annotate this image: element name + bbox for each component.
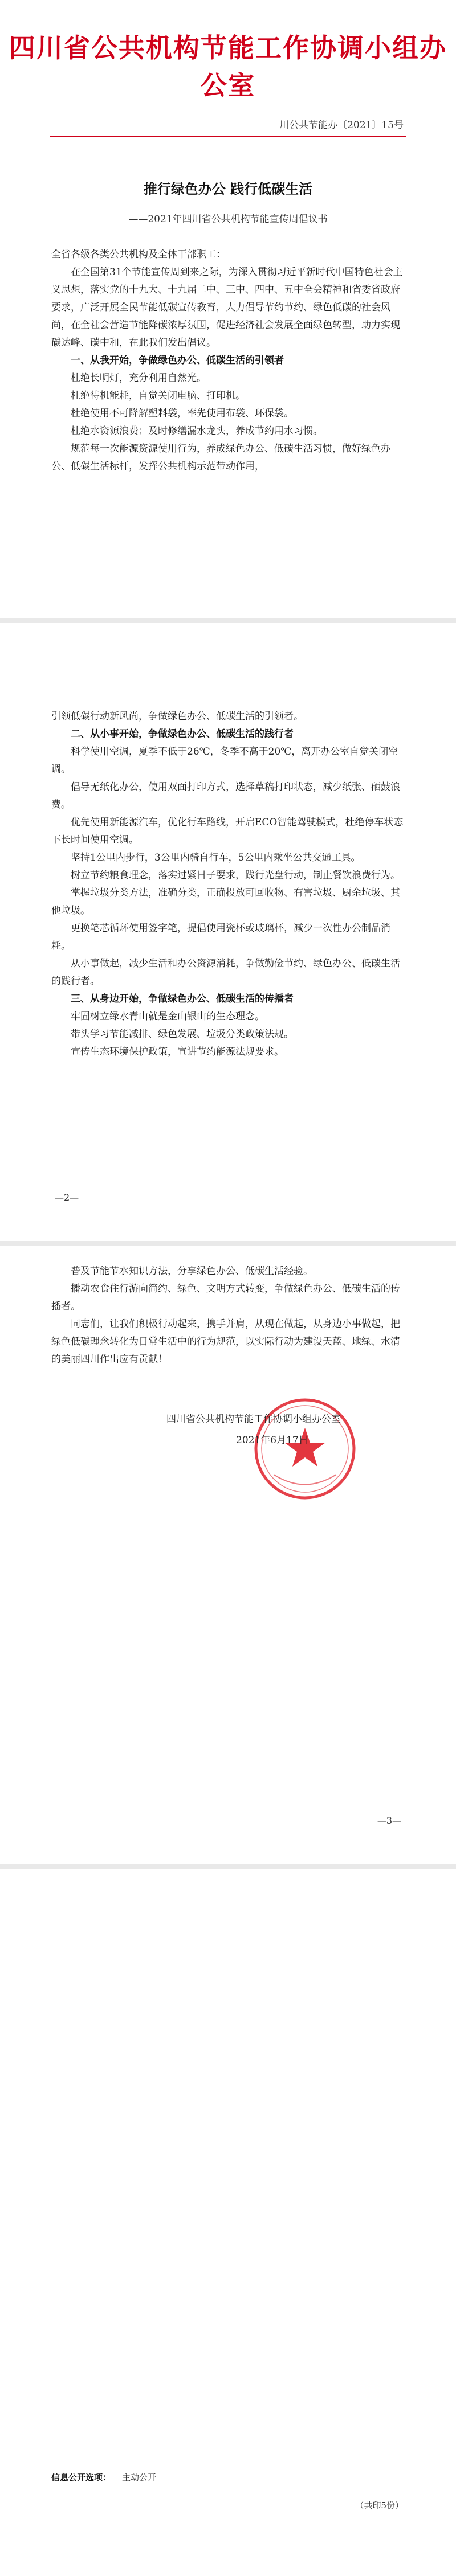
- document-subtitle: ——2021年四川省公共机构节能宣传周倡议书: [128, 214, 328, 225]
- list-item: 优先使用新能源汽车，优化行车路线，开启ECO智能驾驶模式，杜绝停车状态下长时间使用空调。: [51, 817, 404, 846]
- list-item: 播动农食住行游向简约、绿色、文明方式转变，争做绿色办公、低碳生活的传播者。: [51, 1283, 400, 1312]
- list-item: 牢固树立绿水青山就是金山银山的生态理念。: [71, 1011, 264, 1022]
- list-item: 杜绝待机能耗，自觉关闭电脑、打印机。: [71, 390, 245, 402]
- intro-paragraph: 在全国第31个节能宣传周到来之际，为深入贯彻习近平新时代中国特色社会主义思想，落实党的十九大、十九届二中、三中、四中、五中全会精神和省委省政府要求，广泛开展全民节能低碳宣传教育，大力倡导节约节约、绿色低碳的社会风尚，在全社会营造节能降碳浓厚氛围，促进经济社会发展全面绿色转型，助力实现碳达峰、碳中和，在此我们发出倡议。: [51, 267, 403, 349]
- document-number: 川公共节能办〔2021〕15号: [279, 120, 404, 131]
- document-title: 推行绿色办公 践行低碳生活: [143, 181, 313, 197]
- list-item: 带头学习节能减排、绿色发展、垃圾分类政策法规。: [71, 1029, 294, 1040]
- list-item: 规范每一次能源资源使用行为，养成绿色办公、低碳生活习惯，做好绿色办公、低碳生活标杆，发挥公共机构示范带动作用，: [51, 443, 390, 472]
- list-item: 倡导无纸化办公，使用双面打印方式，选择草稿打印状态，减少纸张、硒鼓浪费。: [51, 781, 400, 810]
- list-item: 更换笔芯循环使用签字笔，提倡使用瓷杯或玻璃杯，减少一次性办公制品消耗。: [51, 923, 390, 952]
- list-item: 掌握垃圾分类方法，准确分类，正确投放可回收物、有害垃圾、厨余垃圾、其他垃圾。: [51, 887, 400, 916]
- org-header-title: 四川省公共机构节能工作协调小组办公室: [9, 32, 447, 101]
- list-item: 从小事做起，减少生活和办公资源消耗，争做勤俭节约、绿色办公、低碳生活的践行者。: [51, 958, 400, 987]
- print-copies-note: （共印5份）: [355, 2500, 404, 2511]
- page-number: —2—: [55, 1192, 79, 1203]
- page-4: [0, 1869, 456, 2576]
- page-1: [0, 0, 456, 618]
- list-item: 坚持1公里内步行，3公里内骑自行车，5公里内乘坐公共交通工具。: [71, 852, 361, 863]
- continuation-text: 引领低碳行动新风尚，争做绿色办公、低碳生活的引领者。: [51, 711, 303, 722]
- list-item: 树立节约粮食理念，落实过紧日子要求，践行光盘行动，制止餐饮浪费行为。: [71, 870, 400, 881]
- body-text-page-1: [51, 246, 405, 476]
- body-text-page-3: [51, 1263, 405, 1369]
- section-heading-3: 三、从身边开始，争做绿色办公、低碳生活的传播者: [71, 993, 294, 1005]
- signature-org: 四川省公共机构节能工作协调小组办公室: [166, 1414, 341, 1425]
- section-heading-2: 二、从小事开始，争做绿色办公、低碳生活的践行者: [71, 728, 294, 740]
- page-3: [0, 1246, 456, 1864]
- info-disclosure-value: 主动公开: [122, 2472, 157, 2483]
- page-2: [0, 623, 456, 1241]
- list-item: 杜绝长明灯，充分利用自然光。: [71, 372, 206, 384]
- salutation: 全省各级各类公共机构及全体干部职工：: [51, 249, 226, 260]
- signature-date: 2021年6月17日: [236, 1435, 308, 1446]
- info-disclosure-label: 信息公开选项：: [51, 2472, 112, 2483]
- list-item: 宣传生态环境保护政策，宣讲节约能源法规要求。: [71, 1046, 284, 1058]
- body-text-page-2: [51, 708, 405, 1061]
- list-item: 杜绝水资源浪费；及时修缮漏水龙头，养成节约用水习惯。: [71, 425, 323, 437]
- section-heading-1: 一、从我开始，争做绿色办公、低碳生活的引领者: [71, 355, 284, 366]
- closing-paragraph: 同志们，让我们积极行动起来，携手并肩，从现在做起，从身边小事做起，把绿色低碳理念转化为日常生活中的行为规范，以实际行动为建设天蓝、地绿、水清的美丽四川作出应有贡献！: [51, 1318, 400, 1365]
- list-item: 科学使用空调，夏季不低于26℃，冬季不高于20℃，离开办公室自觉关闭空调。: [51, 746, 398, 775]
- list-item: 普及节能节水知识方法，分享绿色办公、低碳生活经验。: [71, 1266, 313, 1277]
- page-number: —3—: [377, 1815, 401, 1826]
- red-divider-rule: [50, 136, 406, 137]
- list-item: 杜绝使用不可降解塑料袋，率先使用布袋、环保袋。: [71, 408, 294, 419]
